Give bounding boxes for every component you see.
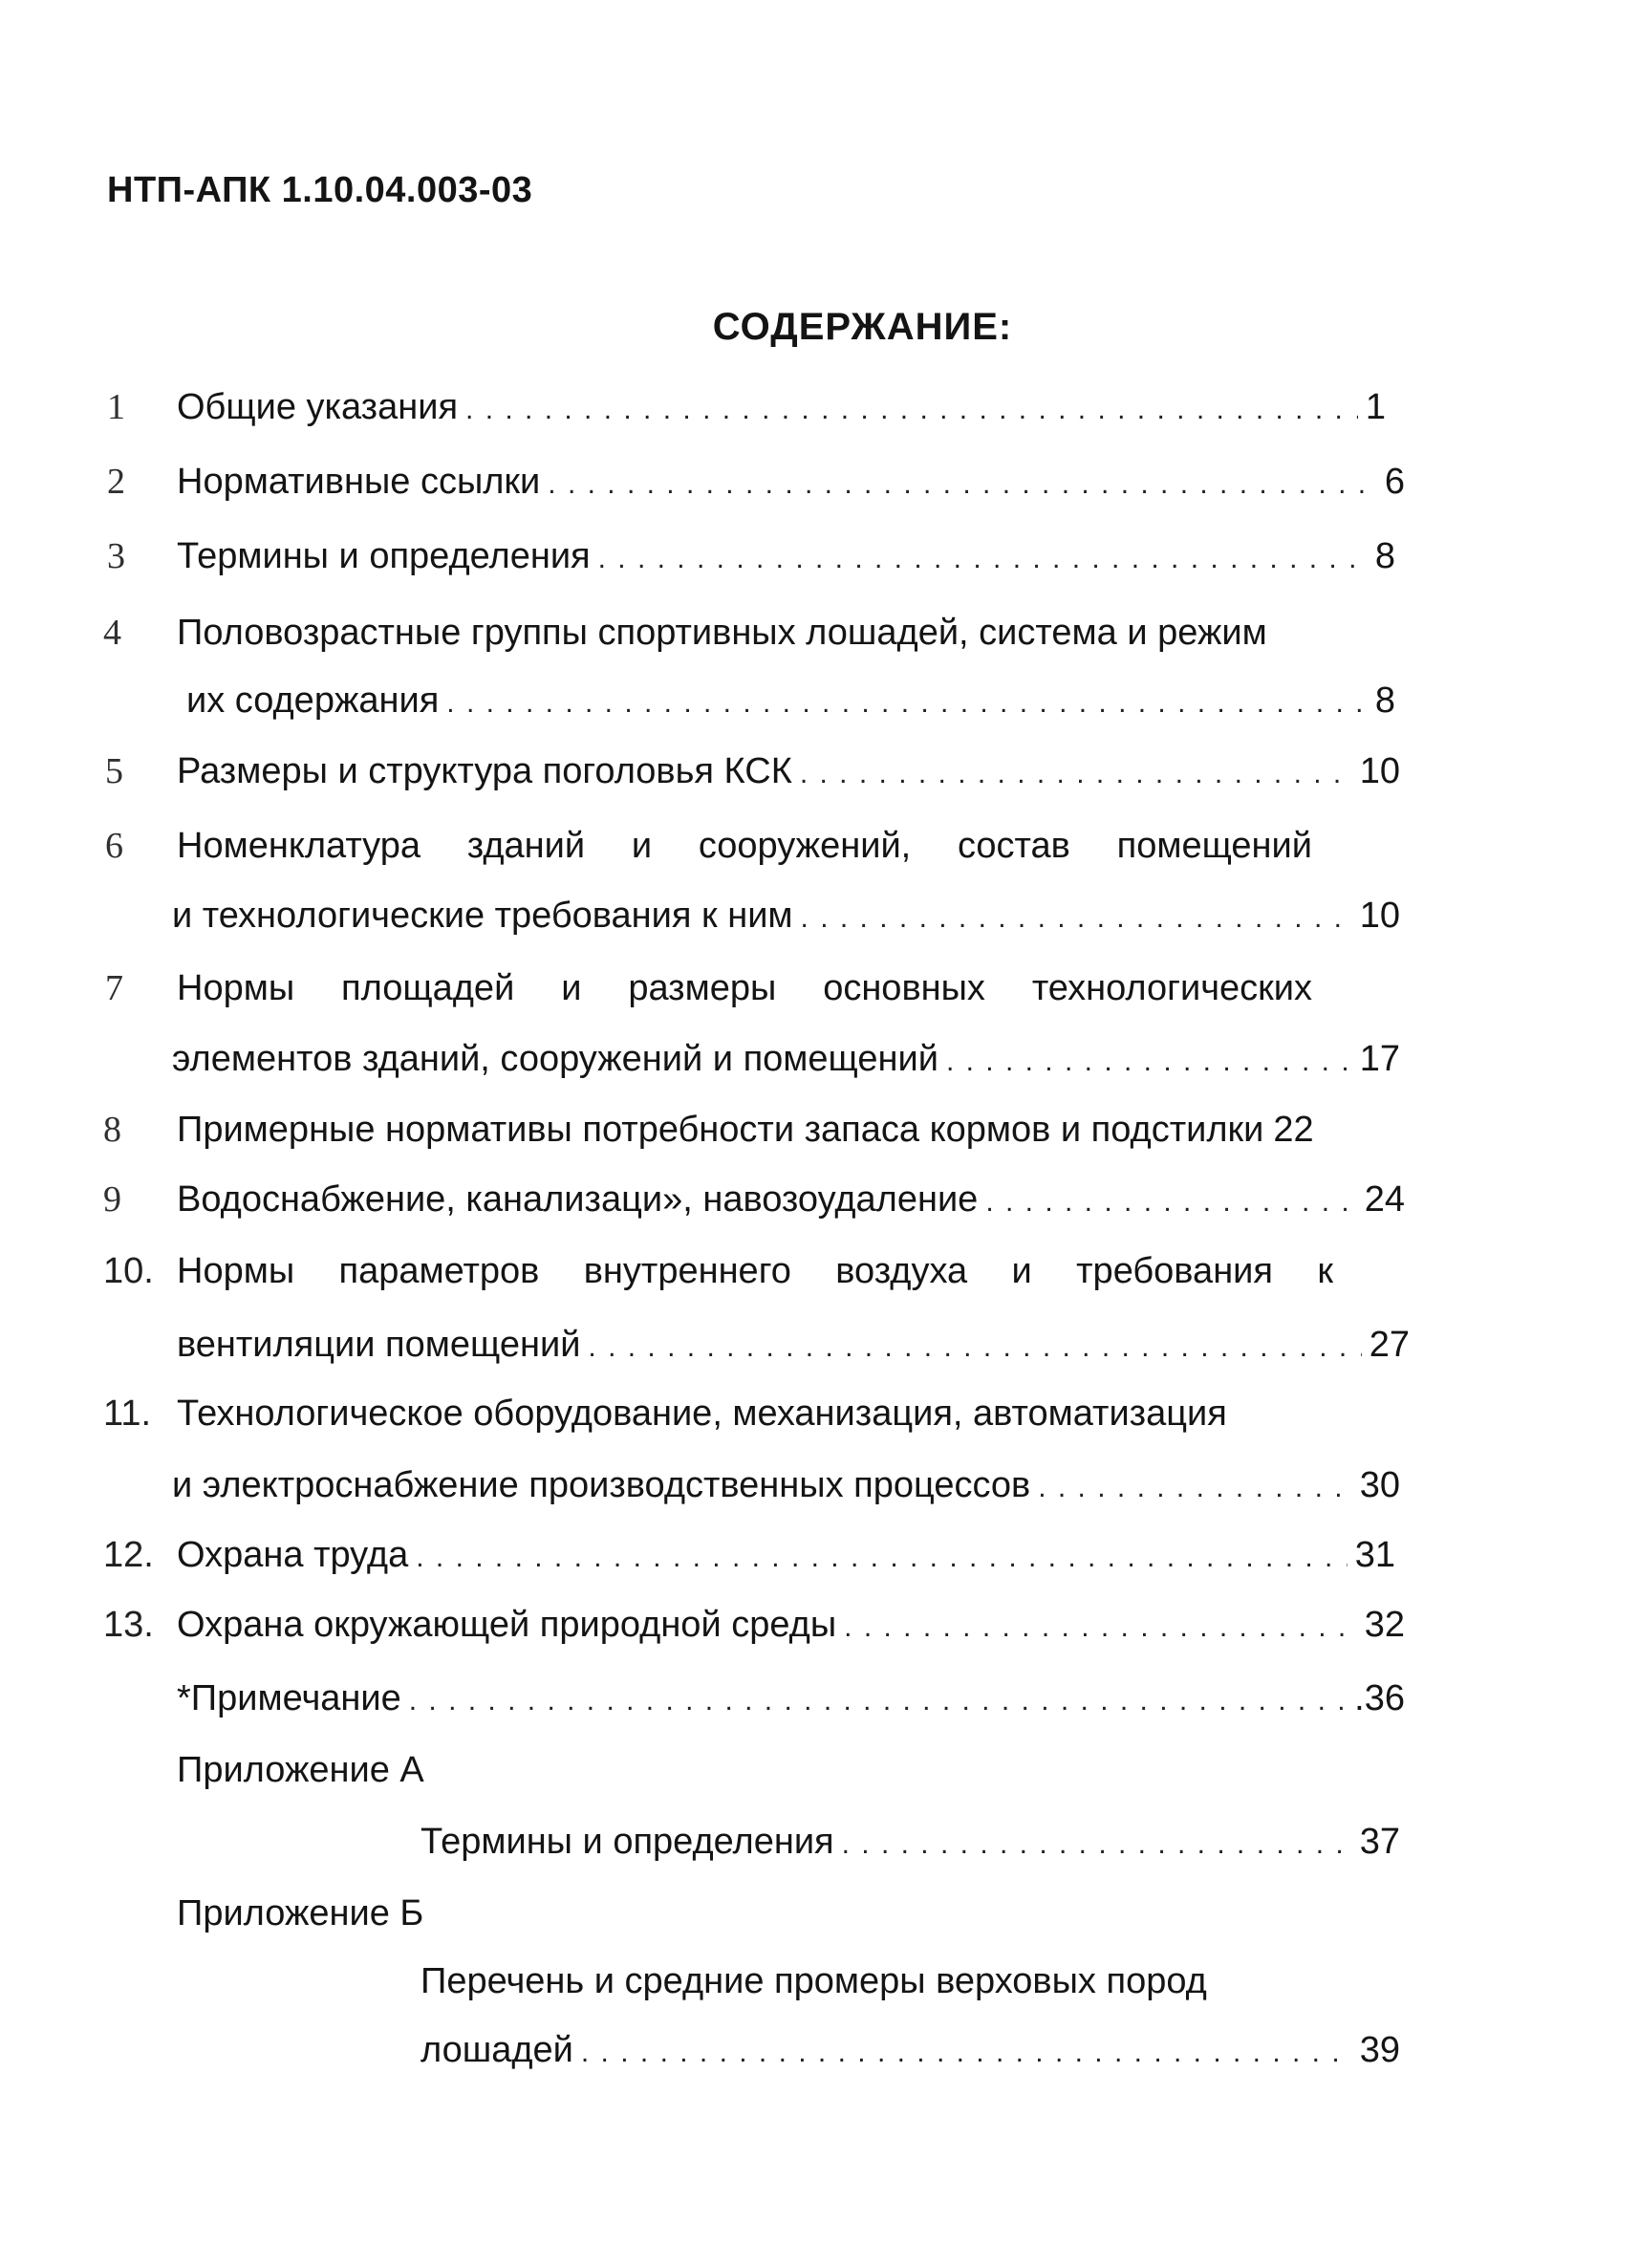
toc-entry [172,1457,1400,1514]
toc-number: 8 [103,1110,121,1150]
toc-number: 1 [107,387,125,427]
toc-entry [421,1813,1400,1870]
toc-entry-text: Охрана труда [177,1535,409,1575]
toc-leader-dots [409,1673,1347,1730]
toc-leader-dots [588,1319,1361,1376]
toc-page-number: 10 [1359,896,1400,936]
toc-entry-line: Нормы площадей и размеры основных технологических [177,968,1312,1008]
toc-entry-text: Термины и определения [177,536,591,576]
toc-number: 13. [103,1605,154,1645]
toc-entry-text: Перечень и средние промеры верховых пород [421,1961,1207,2001]
toc-leader-dots [800,745,1352,803]
toc-heading: СОДЕРЖАНИЕ: [712,306,1013,348]
toc-number: 7 [105,968,123,1008]
toc-entry-text: Половозрастные группы спортивных лошадей, система и режим [177,613,1267,653]
document-code: НТП-АПК 1.10.04.003-03 [107,170,533,210]
toc-leader-dots [946,1033,1352,1091]
appendix-title: Приложение Б [177,1893,424,1933]
toc-number: 2 [107,462,125,502]
toc-entry-text: их содержания [186,680,440,721]
toc-page-number: 8 [1374,680,1395,721]
toc-number: 12. [103,1535,154,1575]
toc-entry [177,1596,1405,1653]
toc-number: 6 [105,826,123,866]
toc-number: 9 [103,1179,121,1220]
toc-entry [186,672,1395,729]
toc-entry-line [177,604,1267,661]
toc-entry-text: и технологические требования к ним [172,896,793,936]
toc-leader-dots [801,890,1352,947]
toc-page-number: 30 [1359,1465,1400,1505]
toc-entry-text: Нормативные ссылки [177,462,541,502]
toc-page-number: 17 [1359,1039,1400,1079]
toc-entry [177,528,1395,585]
toc-entry [177,1670,1405,1727]
toc-page-number: 8 [1374,536,1395,576]
toc-number: 10. [103,1251,154,1291]
toc-number: 4 [103,613,121,653]
toc-entry-text: Размеры и структура поголовья КСК [177,751,792,791]
toc-leader-dots [446,675,1368,732]
toc-entry-line [421,1953,1207,2010]
toc-entry-text: Водоснабжение, канализаци», навозоудаление [177,1179,979,1220]
toc-entry-text: Технологическое оборудование, механизация, автоматизация [177,1393,1227,1434]
toc-entry [177,743,1400,800]
toc-number: 11. [103,1393,152,1434]
appendix-title: Приложение А [177,1750,424,1790]
toc-entry [177,1171,1405,1228]
toc-entry-text: элементов зданий, сооружений и помещений [172,1039,938,1079]
toc-page-number: 37 [1359,1822,1400,1862]
toc-entry [172,887,1400,944]
toc-entry-text: и электроснабжение производственных процессов [172,1465,1031,1505]
toc-page-number: 24 [1364,1179,1405,1220]
toc-leader-dots [598,530,1368,588]
toc-leader-dots [985,1174,1356,1231]
toc-entry-text: вентиляции помещений [177,1325,581,1365]
toc-leader-dots [416,1529,1347,1587]
toc-entry [177,378,1386,436]
toc-entry [172,1030,1400,1088]
toc-number: 5 [105,751,123,791]
toc-page-number: 32 [1364,1605,1405,1645]
toc-entry-line: Номенклатура зданий и сооружений, состав помещений [177,826,1312,866]
toc-leader-dots [844,1599,1357,1656]
toc-entry-text: Общие указания [177,387,459,427]
toc-number: 3 [107,536,125,576]
toc-leader-dots [465,381,1358,439]
toc-entry [177,1101,1405,1158]
toc-page-number: 10 [1359,751,1400,791]
toc-entry-text: лошадей [421,2030,573,2070]
toc-entry [421,2021,1400,2079]
toc-entry [177,1316,1410,1373]
toc-page-number: 6 [1384,462,1405,502]
toc-leader-dots [548,456,1377,513]
toc-entry-text: Примерные нормативы потребности запаса кормов и подстилки [177,1110,1264,1150]
toc-leader-dots [842,1816,1352,1873]
toc-page-number: 1 [1365,387,1386,427]
toc-leader-dots [581,2024,1352,2082]
toc-entry [177,1526,1395,1584]
toc-page-number: .36 [1354,1678,1405,1718]
toc-page-number: 27 [1369,1325,1410,1365]
toc-page-number: 39 [1359,2030,1400,2070]
toc-leader-dots [1038,1459,1352,1517]
toc-entry [177,453,1405,510]
toc-page-number: 31 [1354,1535,1395,1575]
toc-entry-text: Термины и определения [421,1822,834,1862]
toc-page-number: 22 [1273,1110,1314,1150]
toc-entry-text: Охрана окружающей природной среды [177,1605,837,1645]
toc-entry-line [177,1385,1227,1442]
toc-entry-text: *Примечание [177,1678,401,1718]
toc-entry-line: Нормы параметров внутреннего воздуха и требования к [177,1251,1333,1291]
